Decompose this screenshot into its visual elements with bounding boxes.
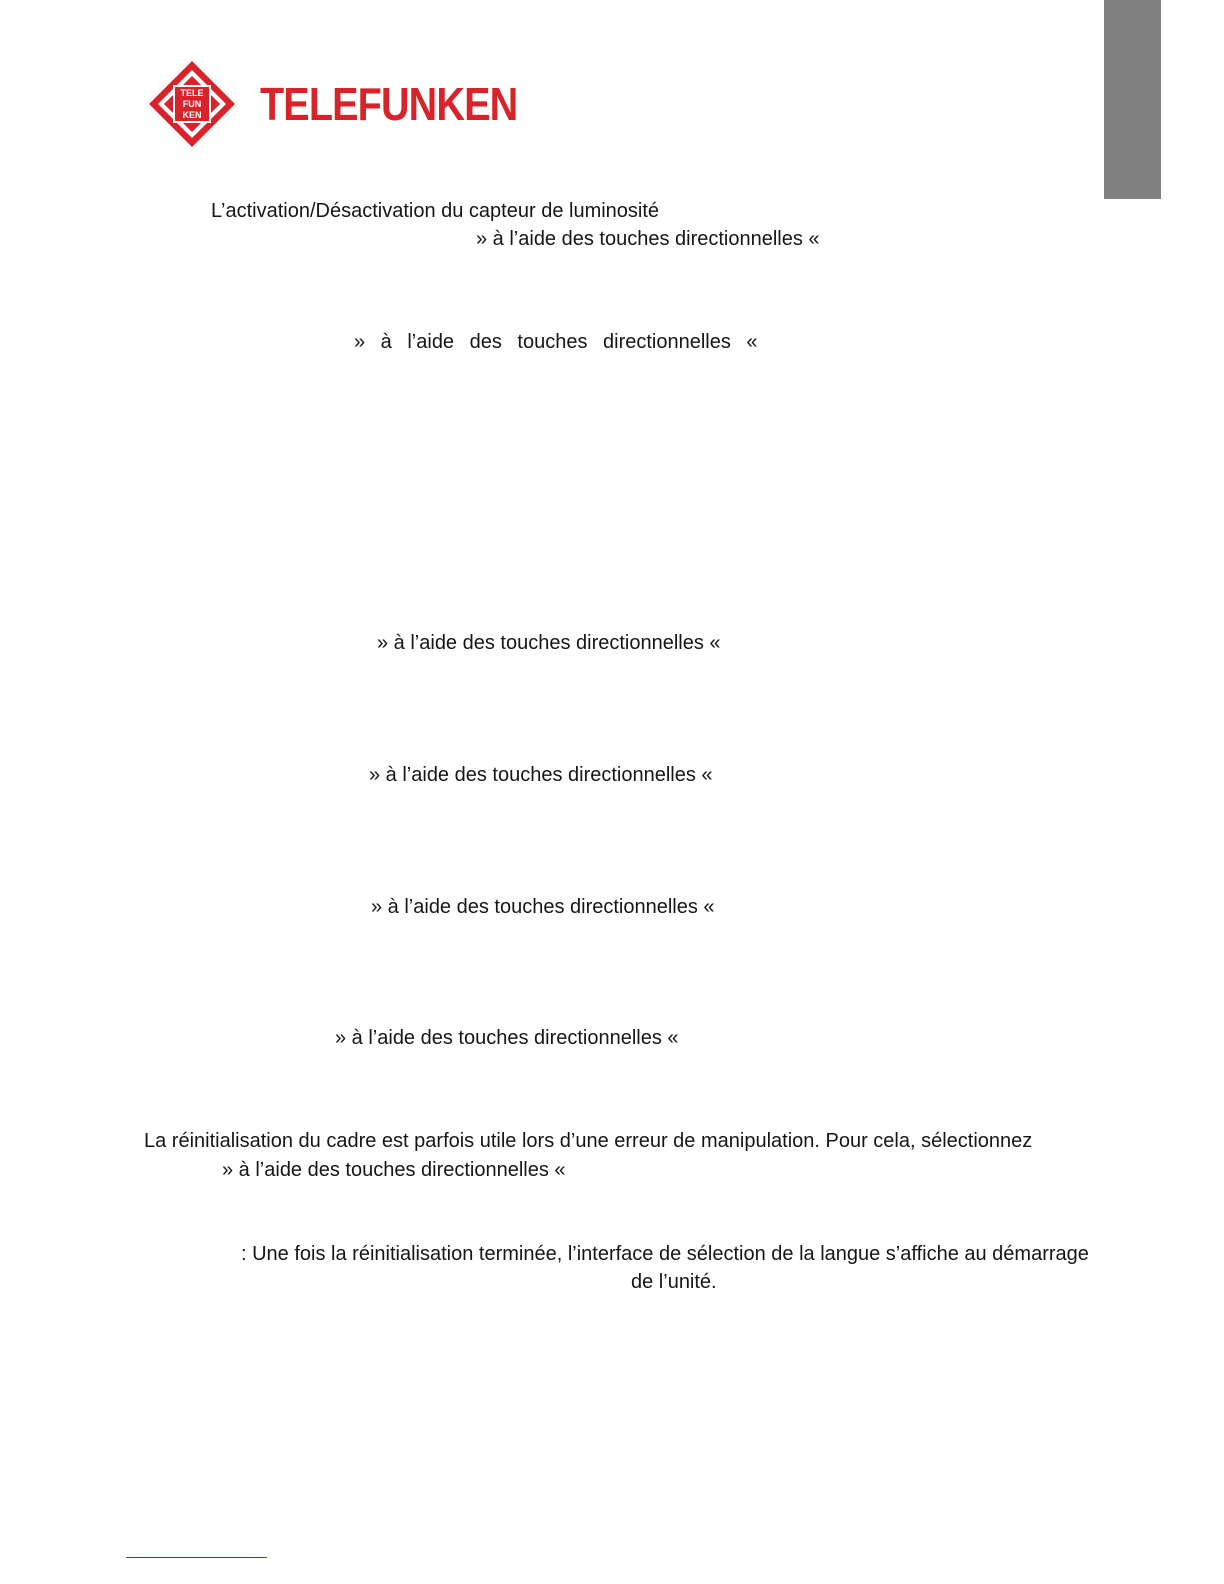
logo-letters-2: FUN xyxy=(182,99,202,109)
note-text: : Une fois la réinitialisation terminée, l’interface de sélection de la langue s’affiche au démarrage xyxy=(241,1243,1089,1265)
instruction-line: » à l’aide des touches directionnelles « xyxy=(371,896,715,918)
instruction-line: » à l’aide des touches directionnelles « xyxy=(377,632,721,654)
reset-paragraph: La réinitialisation du cadre est parfois utile lors d’une erreur de manipulation. Pour cela, sélectionnez xyxy=(144,1130,1033,1152)
instruction-line: » à l’aide des touches directionnelles « xyxy=(354,331,758,353)
telefunken-diamond-icon xyxy=(148,60,240,150)
instruction-line: » à l’aide des touches directionnelles « xyxy=(222,1159,566,1181)
logo-letters-1: TELE xyxy=(180,88,204,98)
section-tab xyxy=(1104,0,1161,199)
instruction-line: » à l’aide des touches directionnelles « xyxy=(369,764,713,786)
telefunken-logo xyxy=(148,60,518,150)
logo-letters-3: KEN xyxy=(182,110,202,120)
brand-name: TELEFUNKEN xyxy=(260,78,518,130)
instruction-line: » à l’aide des touches directionnelles « xyxy=(476,228,820,250)
note-text-continued: de l’unité. xyxy=(631,1271,717,1293)
instruction-line: » à l’aide des touches directionnelles « xyxy=(335,1027,679,1049)
footer-link-underline xyxy=(126,1557,267,1558)
brightness-sensor-heading: L’activation/Désactivation du capteur de luminosité xyxy=(211,200,660,222)
